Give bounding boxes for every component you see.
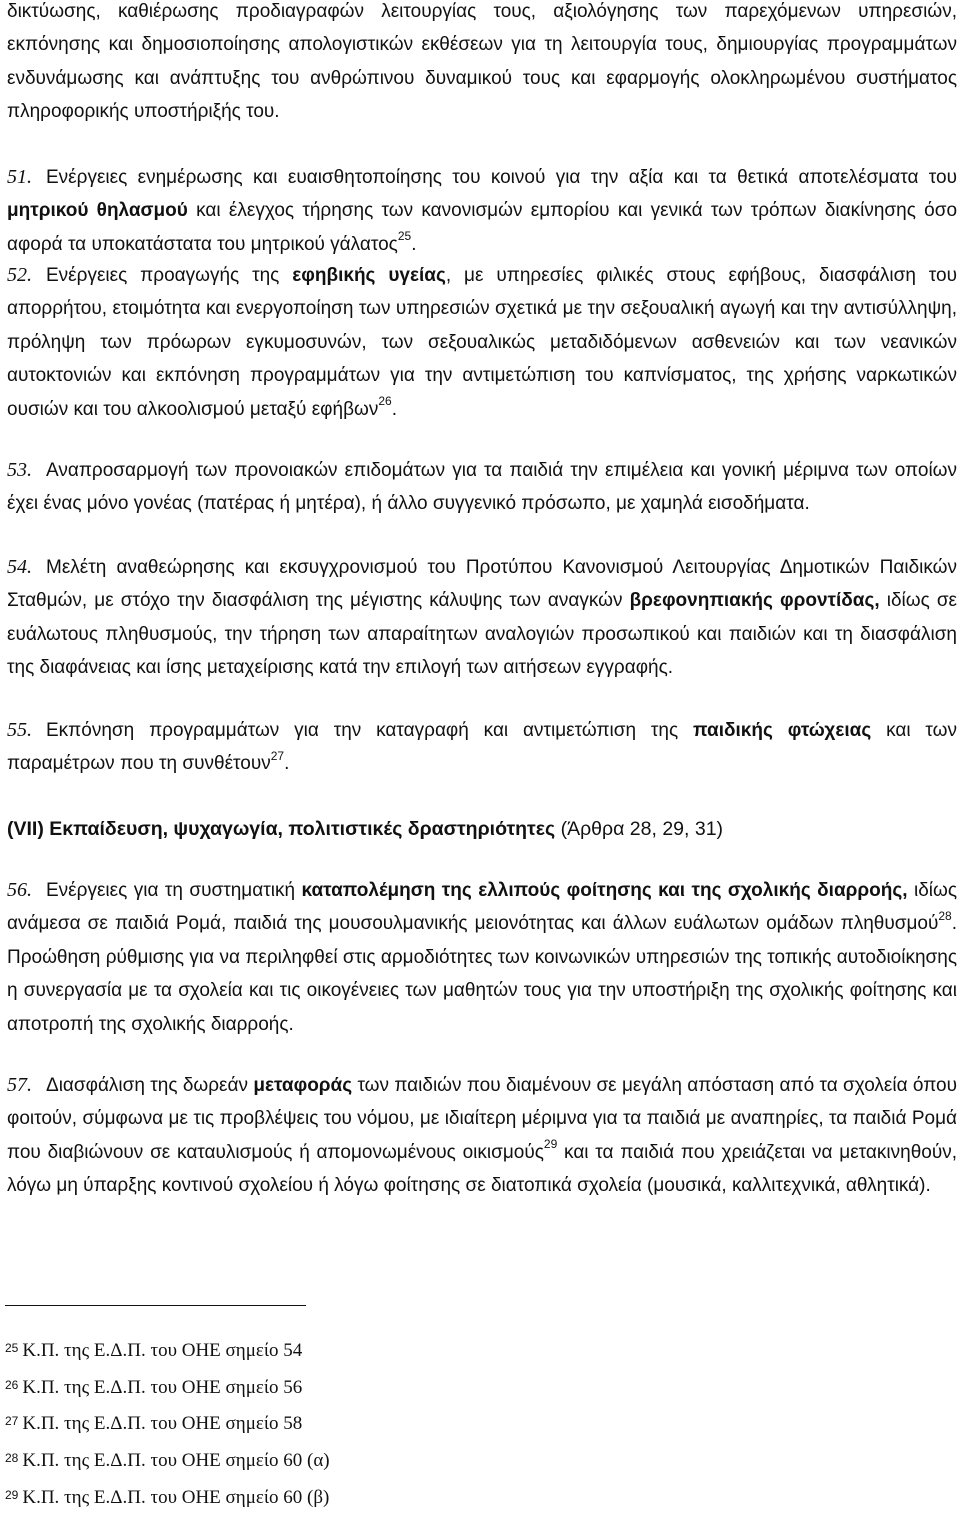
item-text: Διασφάλιση της δωρεάν bbox=[46, 1075, 254, 1096]
item-55 bbox=[7, 714, 957, 781]
footnote-ref[interactable]: 27 bbox=[270, 749, 285, 764]
footnotes-list bbox=[5, 1333, 605, 1516]
item-text: Ενέργειες ενημέρωσης και ευαισθητοποίησης του κοινού για την αξία και τα θετικά αποτελέσματα του bbox=[46, 167, 957, 188]
footnote-text: Κ.Π. της Ε.Δ.Π. του ΟΗΕ σημείο 58 bbox=[22, 1413, 303, 1435]
item-number: 53. bbox=[7, 459, 32, 481]
footnote-text: Κ.Π. της Ε.Δ.Π. του ΟΗΕ σημείο 54 bbox=[22, 1340, 303, 1361]
item-number: 56. bbox=[7, 879, 32, 901]
item-text: και των παραμέτρων που τη συνθέτουν bbox=[7, 720, 957, 775]
footnote-item bbox=[5, 1370, 605, 1407]
item-number: 54. bbox=[7, 556, 32, 578]
item-number: 55. bbox=[7, 719, 32, 741]
section-heading bbox=[7, 812, 957, 846]
section-heading-bold: (VII) Εκπαίδευση, ψυχαγωγία, πολιτιστικές δραστηριότητες bbox=[7, 818, 556, 840]
footnote-item bbox=[5, 1443, 605, 1480]
footnote-ref[interactable]: 29 bbox=[543, 1137, 558, 1152]
footnote-ref[interactable]: 28 bbox=[938, 909, 952, 924]
item-text: Ενέργειες για τη συστηματική bbox=[46, 880, 302, 901]
footnote-text: Κ.Π. της Ε.Δ.Π. του ΟΗΕ σημείο 60 (β) bbox=[22, 1486, 330, 1508]
item-57 bbox=[7, 1069, 957, 1203]
footnote-number: 29 bbox=[5, 1487, 19, 1502]
item-text: . bbox=[284, 753, 290, 775]
item-text: . bbox=[411, 233, 417, 255]
item-text: ιδίως σε ευάλωτους πληθυσμούς, την τήρηση των απαραίτητων αναλογιών προσωπικού και παιδιών και τη διασφάλιση της διαφάνειας και ίσης μεταχείρισης κατά την επιλογή των αιτήσεων εγγραφής. bbox=[7, 590, 958, 679]
item-text: Ενέργειες προαγωγής της bbox=[46, 265, 293, 286]
item-number: 52. bbox=[7, 264, 32, 286]
footnote-ref[interactable]: 26 bbox=[378, 394, 392, 409]
item-51 bbox=[7, 161, 957, 261]
emphasis: βρεφονηπιακής φροντίδας, bbox=[629, 590, 880, 612]
footnote-text: Κ.Π. της Ε.Δ.Π. του ΟΗΕ σημείο 56 bbox=[22, 1376, 303, 1398]
footnote-number: 25 bbox=[5, 1341, 19, 1355]
item-52 bbox=[7, 259, 957, 426]
item-text: . bbox=[391, 398, 397, 420]
item-56 bbox=[7, 874, 957, 1041]
item-text: Εκπόνηση προγραμμάτων για την καταγραφή και αντιμετώπιση της bbox=[46, 720, 694, 741]
section-heading-articles: (Άρθρα 28, 29, 31) bbox=[555, 818, 724, 840]
footnote-item bbox=[5, 1406, 605, 1443]
footnote-number: 27 bbox=[5, 1414, 19, 1429]
item-text: και έλεγχος τήρησης των κανονισμών εμπορίου και γενικά των τρόπων διακίνησης όσο αφορά τα υποκατάστατα του μητρικού γάλατος bbox=[7, 200, 958, 255]
footnote-number: 26 bbox=[5, 1377, 19, 1392]
item-text: ιδίως ανάμεσα σε παιδιά Ρομά, παιδιά της μουσουλμανικής μειονότητας και άλλων ευάλωτων ομάδων πληθυσμού bbox=[7, 880, 957, 935]
intro-paragraph: δικτύωσης, καθιέρωσης προδιαγραφών λειτουργίας τους, αξιολόγησης των παρεχόμενων υπηρεσιών, εκπόνησης και δημοσιοποίησης απολογιστικών εκθέσεων για τη λειτουργία τους, δημιουργίας προγραμμάτων ενδυνάμωσης και ανάπτυξης του ανθρώπινου δυναμικού τους και εφαρμογής ολοκληρωμένου συστήματος πληροφορικής υποστήριξής του. bbox=[7, 1, 957, 123]
item-text: και τα παιδιά που χρειάζεται να μετακινηθούν, λόγω μη ύπαρξης κοντινού σχολείου ή λόγω φοίτησης σε διατοπικά σχολεία (μουσικά, καλλιτεχνικά, αθλητικά). bbox=[7, 1141, 957, 1197]
footnote-text: Κ.Π. της Ε.Δ.Π. του ΟΗΕ σημείο 60 (α) bbox=[22, 1450, 330, 1472]
item-text: , με υπηρεσίες φιλικές στους εφήβους, διασφάλιση του απορρήτου, ετοιμότητα και ενεργοποίηση των υπηρεσιών σχετικά με την σεξουαλική αγωγή και την αντισύλληψη, πρόληψη των πρόωρων εγκυμοσυνών, των σεξουαλικώς μεταδιδόμενων ασθενειών και των νεανικών αυτοκτονιών και εκπόνηση προγραμμάτων για την αντιμετώπιση του καπνίσματος, της χρήσης ναρκωτικών ουσιών και του αλκοολισμού μεταξύ εφήβων bbox=[7, 265, 957, 420]
footnote-item bbox=[5, 1333, 605, 1370]
footnote-number: 28 bbox=[5, 1451, 19, 1466]
item-text: των παιδιών που διαμένουν σε μεγάλη απόσταση από τα σχολεία όπου φοιτούν, σύμφωνα με τις προβλέψεις του νόμου, με ιδιαίτερη μέριμνα για τα παιδιά με αναπηρίες, τα παιδιά Ρομά που διαβιώνουν σε καταυλισμούς ή απομονωμένους οικισμούς bbox=[7, 1075, 957, 1163]
item-number: 57. bbox=[7, 1074, 32, 1096]
item-54 bbox=[7, 551, 957, 685]
emphasis: καταπολέμηση της ελλιπούς φοίτησης και της σχολικής διαρροής, bbox=[301, 880, 908, 901]
item-text: . Προώθηση ρύθμισης για να περιληφθεί στις αρμοδιότητες των κοινωνικών υπηρεσιών της τοπικής αυτοδιοίκησης η συνεργασία με τα σχολεία και τις οικογένειες των μαθητών τους για την υποστήριξη της σχολικής φοίτησης και αποτροπή της σχολικής διαρροής. bbox=[7, 913, 957, 1035]
item-53 bbox=[7, 454, 957, 521]
footnote-divider bbox=[5, 1305, 306, 1306]
emphasis: παιδικής φτώχειας bbox=[693, 720, 872, 741]
emphasis: μεταφοράς bbox=[253, 1075, 353, 1096]
footnote-ref[interactable]: 25 bbox=[397, 229, 412, 244]
emphasis: εφηβικής υγείας bbox=[292, 265, 446, 286]
emphasis: μητρικού θηλασμού bbox=[7, 200, 188, 222]
item-text: Αναπροσαρμογή των προνοιακών επιδομάτων για τα παιδιά την επιμέλεια και γονική μέριμνα των οποίων έχει ένας μόνο γονέας (πατέρας ή μητέρα), ή άλλο συγγενικό πρόσωπο, με χαμηλά εισοδήματα. bbox=[7, 460, 957, 515]
item-text: Μελέτη αναθεώρησης και εκσυγχρονισμού του Προτύπου Κανονισμού Λειτουργίας Δημοτικών Παιδικών Σταθμών, με στόχο την διασφάλιση της μέγιστης κάλυψης των αναγκών bbox=[7, 557, 957, 612]
item-number: 51. bbox=[7, 166, 32, 188]
